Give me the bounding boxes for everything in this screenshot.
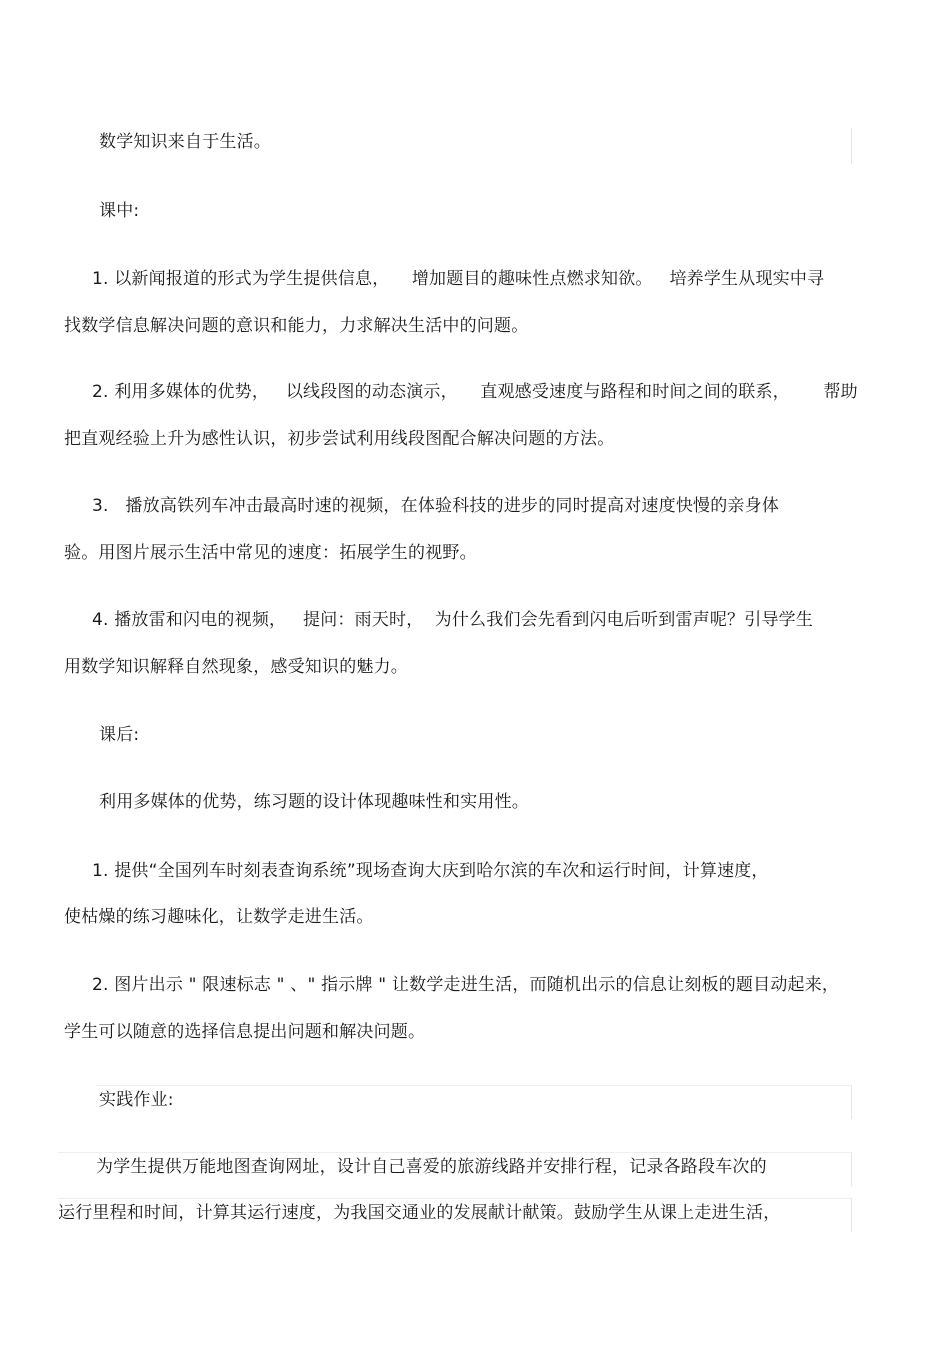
text-line: 用数学知识解释自然现象，感受知识的魅力。	[64, 657, 408, 677]
text-line: 把直观经验上升为感性认识，初步尝试利用线段图配合解决问题的方法。	[64, 429, 615, 449]
page-rule	[58, 1198, 852, 1199]
text-line: 利用多媒体的优势，练习题的设计体现趣味性和实用性。	[99, 792, 529, 812]
text-line: 使枯燥的练习趣味化，让数学走进生活。	[64, 907, 374, 927]
text-line: 3. 播放高铁列车冲击最高时速的视频，在体验科技的进步的同时提高对速度快慢的亲身体	[92, 496, 780, 516]
page-rule	[58, 1152, 852, 1153]
text-line: 验。用图片展示生活中常见的速度：拓展学生的视野。	[64, 543, 477, 563]
section-heading: 实践作业:	[99, 1090, 174, 1110]
text-line: 2. 利用多媒体的优势， 以线段图的动态演示， 直观感受速度与路程和时间之间的联系， 帮助	[92, 382, 858, 402]
text-line: 找数学信息解决问题的意识和能力，力求解决生活中的问题。	[64, 316, 529, 336]
text-line: 运行里程和时间，计算其运行速度，为我国交通业的发展献计献策。鼓励学生从课上走进生活，	[58, 1203, 781, 1223]
text-line: 1. 提供“全国列车时刻表查询系统”现场查询大庆到哈尔滨的车次和运行时间，计算速度，	[92, 861, 769, 881]
page-rule	[851, 1152, 852, 1186]
text-line: 4. 播放雷和闪电的视频， 提问：雨天时， 为什么我们会先看到闪电后听到雷声呢？引导学生	[92, 610, 814, 630]
page-rule	[851, 1085, 852, 1119]
page-rule	[851, 128, 852, 164]
text-line: 为学生提供万能地图查询网址，设计自己喜爱的旅游线路并安排行程，记录各路段车次的	[96, 1157, 767, 1177]
text-line: 数学知识来自于生活。	[99, 132, 271, 152]
page-rule	[851, 1198, 852, 1232]
text-line: 学生可以随意的选择信息提出问题和解决问题。	[64, 1022, 426, 1042]
text-line: 1. 以新闻报道的形式为学生提供信息， 增加题目的趣味性点燃求知欲。 培养学生从现实中寻	[92, 269, 825, 289]
section-heading: 课后:	[99, 725, 140, 745]
page-rule	[96, 1085, 852, 1086]
section-heading: 课中:	[99, 201, 140, 221]
text-line: 2. 图片出示 " 限速标志 " 、" 指示牌 " 让数学走进生活，而随机出示的信息让刻板的题目动起来，	[92, 975, 840, 995]
